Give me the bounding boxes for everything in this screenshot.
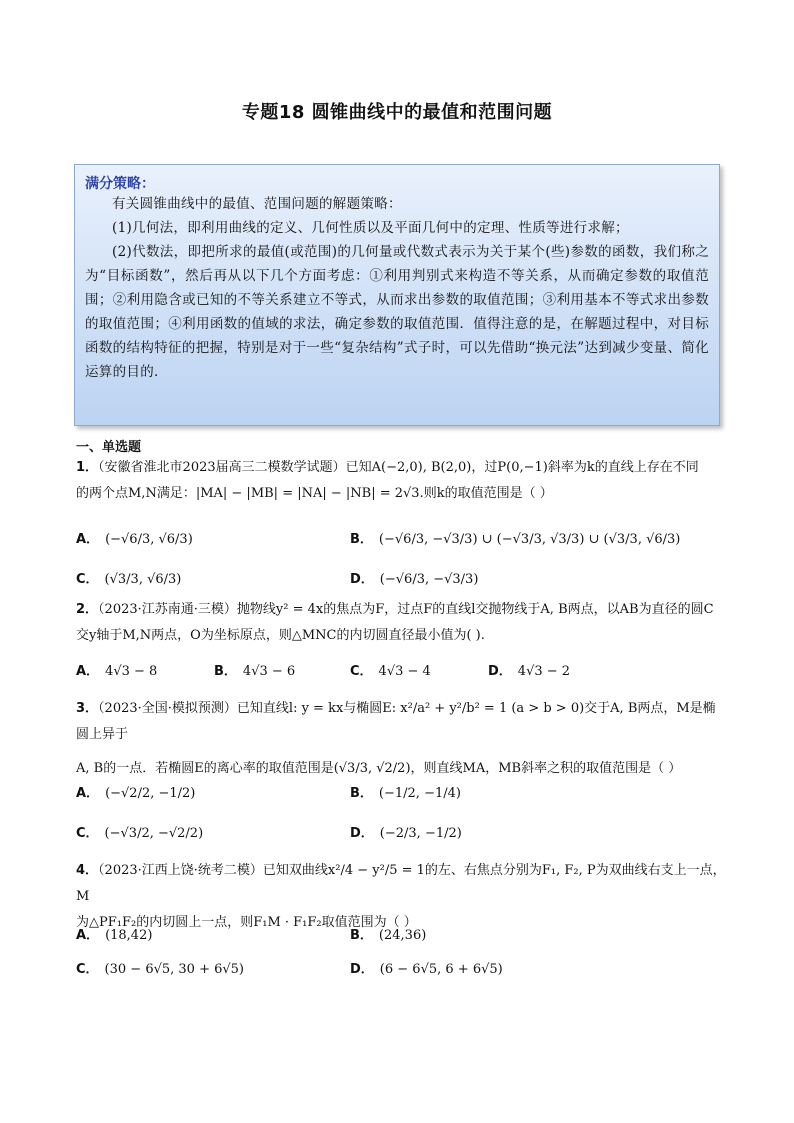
- option-a: A． (−√2/2, −1/2): [76, 786, 196, 801]
- question-source: （2023·江苏南通·三模）: [98, 602, 237, 617]
- strategy-body: [85, 192, 709, 384]
- option-c: C． (30 − 6√5, 30 + 6√5): [76, 962, 245, 977]
- strategy-paragraph: (1)几何法，即利用曲线的定义、几何性质以及平面几何中的定理、性质等进行求解；: [112, 220, 629, 236]
- option-a: A． 4√3 − 8: [76, 664, 158, 679]
- option-c: C． (√3/3, √6/3): [76, 572, 182, 587]
- option-c: C． 4√3 − 4: [350, 664, 431, 679]
- question-text: 交y轴于M,N两点，O为坐标原点，则△MNC的内切圆直径最小值为( ).: [76, 628, 485, 643]
- option-d: D． (6 − 6√5, 6 + 6√5): [350, 962, 503, 977]
- option-b: B． (24,36): [350, 928, 427, 943]
- question-3: [76, 696, 726, 782]
- strategy-heading: 满分策略：: [85, 176, 155, 192]
- question-text: 为△PF₁F₂的内切圆上一点，则F₁M · F₁F₂取值范围为（ ）: [76, 915, 417, 930]
- option-b: B． 4√3 − 6: [214, 664, 296, 679]
- question-1: [76, 455, 726, 507]
- question-text: 已知双曲线x²/4 − y²/5 = 1的左、右焦点分别为F₁, F₂, P为双曲线右支上一点，M: [76, 863, 726, 904]
- question-2: [76, 597, 726, 649]
- question-text: 已知A(−2,0), B(2,0)，过P(0,−1)斜率为k的直线上存在不同: [345, 460, 699, 475]
- option-b: B． (−1/2, −1/4): [350, 786, 461, 801]
- option-d: D． (−√6/3, −√3/3): [350, 572, 479, 587]
- question-number: 4．: [76, 863, 99, 878]
- option-c: C． (−√3/2, −√2/2): [76, 826, 204, 841]
- option-d: D． (−2/3, −1/2): [350, 826, 462, 841]
- option-a: A． (18,42): [76, 928, 153, 943]
- question-number: 2．: [76, 602, 99, 617]
- question-number: 1．: [76, 460, 99, 475]
- question-source: （2023·江西上饶·统考二模）: [98, 863, 263, 878]
- page-title: 专题18 圆锥曲线中的最值和范围问题: [241, 102, 553, 123]
- question-source: （2023·全国·模拟预测）: [98, 701, 237, 716]
- question-text: 已知直线l: y = kx与椭圆E: x²/a² + y²/b² = 1 (a > b > 0)交于A, B两点，M是椭圆上异于: [76, 701, 716, 742]
- option-d: D． 4√3 − 2: [488, 664, 571, 679]
- strategy-paragraph: (2)代数法，即把所求的最值(或范围)的几何量或代数式表示为关于某个(些)参数的函数，我们称之为“目标函数”，然后再从以下几个方面考虑：①利用判别式来构造不等关系，从而确定参数的取值范围；②利用隐含或已知的不等关系建立不等式，从而求出参数的取值范围；③利用基本不等式求出参数的取值范围；④利用函数的值域的求法，确定参数的取值范围．值得注意的是，在解题过程中，对目标函数的结构特征的把握，特别是对于一些“复杂结构”式子时，可以先借助“换元法”达到减少变量、简化运算的目的．: [85, 244, 709, 380]
- question-source: （安徽省淮北市2023届高三二模数学试题）: [98, 460, 346, 475]
- strategy-paragraph: 有关圆锥曲线中的最值、范围问题的解题策略：: [112, 196, 402, 212]
- question-text: 的两个点M,N满足：|MA| − |MB| = |NA| − |NB| = 2√3.则k的取值范围是（ ）: [76, 486, 553, 501]
- question-text: 抛物线y² = 4x的焦点为F，过点F的直线l交抛物线于A, B两点，以AB为直径的圆C: [236, 602, 714, 617]
- strategy-box: [74, 164, 720, 426]
- option-a: A． (−√6/3, √6/3): [76, 532, 193, 547]
- question-text: A, B的一点．若椭圆E的离心率的取值范围是(√3/3, √2/2)，则直线MA，MB斜率之积的取值范围是（ ）: [76, 761, 682, 776]
- option-b: B． (−√6/3, −√3/3) ∪ (−√3/3, √3/3) ∪ (√3/3, √6/3): [350, 532, 681, 547]
- question-number: 3．: [76, 701, 99, 716]
- section-heading: 一、单选题: [76, 440, 142, 455]
